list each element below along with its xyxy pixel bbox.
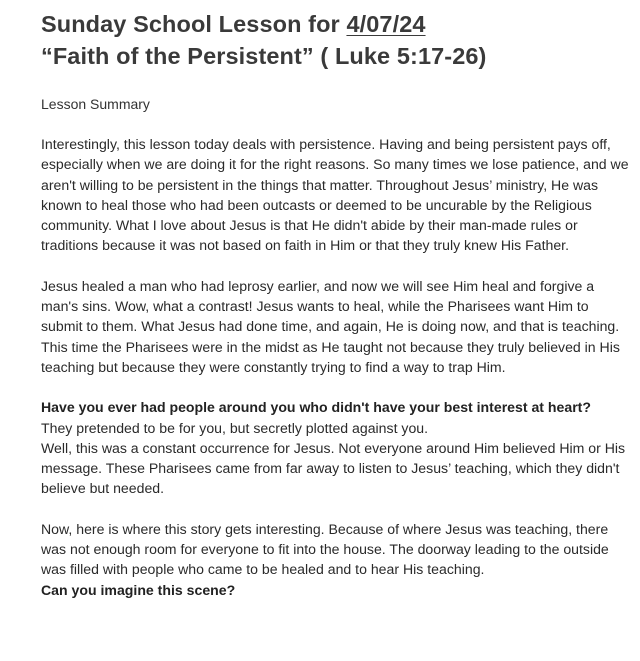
paragraph-story: Now, here is where this story gets interesting. Because of where Jesus was teaching, there was not enough room for everyone to fit into the house. The doorway leading to the outside was filled with people who came to be healed and to hear His teaching. <box>41 520 609 578</box>
paragraph-group-scene <box>41 519 633 600</box>
paragraph-intro: Interestingly, this lesson today deals with persistence. Having and being persistent pays off, especially when we are doing it for the right reasons. So many times we lose patience, and we aren't willing to be persistent in the things that matter. Throughout Jesus’ ministry, He was known to heal those who had been outcasts or deemed to be uncurable by the Religious community. What I love about Jesus is that He didn't abide by their man-made rules or traditions because it was not based on faith in Him or that they truly knew His Father. <box>41 136 629 254</box>
paragraph-leprosy: Jesus healed a man who had leprosy earlier, and now we will see Him heal and forgive a man's sins. Wow, what a contrast! Jesus wants to heal, while the Pharisees want Him to submit to them. What Jesus had done time, and again, He is doing now, and that is teaching. This time the Pharisees were in the midst as He taught not because they truly believed in His teaching but because they were constantly trying to find a way to trap Him. <box>41 277 620 375</box>
paragraph-constant-occurrence: Well, this was a constant occurrence for Jesus. Not everyone around Him believed Him or His message. These Pharisees came from far away to listen to Jesus’ teaching, which they didn't believe but needed. <box>41 439 626 497</box>
title-prefix: Sunday School Lesson for <box>41 11 347 37</box>
paragraph-group-question <box>41 397 633 498</box>
page-title <box>41 8 633 40</box>
document-page <box>41 8 633 600</box>
lesson-subtitle: “Faith of the Persistent” ( Luke 5:17-26) <box>41 43 487 69</box>
summary-heading: Lesson Summary <box>41 96 150 112</box>
paragraph-pretended: They pretended to be for you, but secretly plotted against you. <box>41 419 429 436</box>
question-best-interest: Have you ever had people around you who didn't have your best interest at heart? <box>41 399 591 416</box>
lesson-date: 4/07/24 <box>346 11 426 37</box>
question-imagine-scene: Can you imagine this scene? <box>41 581 236 598</box>
